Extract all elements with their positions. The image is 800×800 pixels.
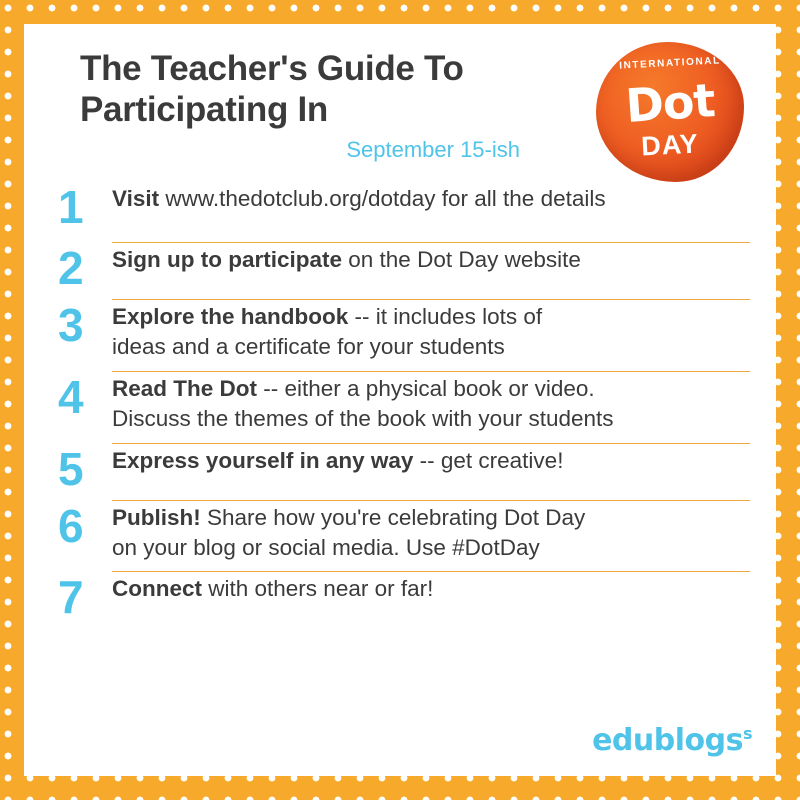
step-line — [112, 503, 750, 533]
list-item — [50, 243, 750, 300]
step-number: 7 — [58, 571, 84, 624]
step-emphasis: Explore the handbook — [112, 304, 349, 329]
step-number: 1 — [58, 181, 84, 233]
step-text: on the Dot Day website — [342, 247, 581, 272]
step-text: ideas and a certificate for your students — [112, 334, 505, 360]
step-emphasis: Express yourself in any way — [112, 447, 414, 473]
step-body — [112, 374, 750, 444]
step-body — [112, 302, 750, 372]
step-line — [112, 302, 750, 332]
logo-top-text: INTERNATIONAL — [618, 55, 722, 72]
step-text: on your blog or social media. Use #DotDay — [112, 534, 540, 560]
step-body — [112, 503, 750, 573]
step-text: Discuss the themes of the book with your students — [112, 406, 614, 432]
list-item — [50, 572, 750, 628]
steps-list — [50, 182, 750, 628]
step-line — [112, 374, 750, 404]
step-emphasis: Sign up to participate — [112, 247, 343, 272]
step-text: -- get creative! — [413, 447, 564, 473]
list-item — [50, 300, 750, 372]
step-number: 4 — [58, 370, 84, 423]
list-item — [50, 372, 750, 444]
step-line — [112, 533, 750, 563]
edublogs-logo — [592, 723, 752, 758]
poster-content — [24, 24, 776, 776]
step-line — [112, 404, 750, 434]
step-text: www.thedotclub.org/dotday for all the details — [159, 186, 606, 211]
edublogs-superscript: s — [742, 724, 752, 743]
poster-header — [50, 40, 750, 180]
step-emphasis: Connect — [112, 576, 202, 602]
step-emphasis: Visit — [112, 186, 160, 211]
page-subtitle: September 15-ish — [346, 136, 520, 162]
list-item — [50, 182, 750, 243]
step-line — [112, 332, 750, 362]
step-line — [112, 245, 750, 275]
logo-bottom-text: DAY — [640, 128, 700, 162]
edublogs-wordmark: edublogs — [592, 723, 743, 758]
step-body — [112, 574, 750, 628]
step-line — [112, 574, 750, 604]
logo-main-text: Dot — [623, 72, 717, 134]
step-text: -- either a physical book or video. — [257, 375, 595, 401]
step-text: -- it includes lots of — [348, 304, 543, 329]
step-text: with others near or far! — [202, 576, 434, 602]
list-item — [50, 444, 750, 501]
step-body — [112, 184, 750, 243]
step-number: 5 — [58, 442, 84, 495]
step-text: Share how you're celebrating Dot Day — [200, 504, 586, 530]
step-number: 3 — [58, 299, 84, 351]
step-line — [112, 446, 750, 476]
dot-day-logo — [596, 42, 744, 182]
step-emphasis: Read The Dot — [112, 375, 258, 401]
step-emphasis: Publish! — [112, 504, 201, 530]
step-body — [112, 245, 750, 300]
step-body — [112, 446, 750, 501]
page-title: The Teacher's Guide To Participating In — [80, 49, 464, 130]
step-line — [112, 184, 750, 214]
list-item — [50, 501, 750, 573]
step-number: 6 — [58, 499, 84, 552]
step-number: 2 — [58, 242, 84, 294]
